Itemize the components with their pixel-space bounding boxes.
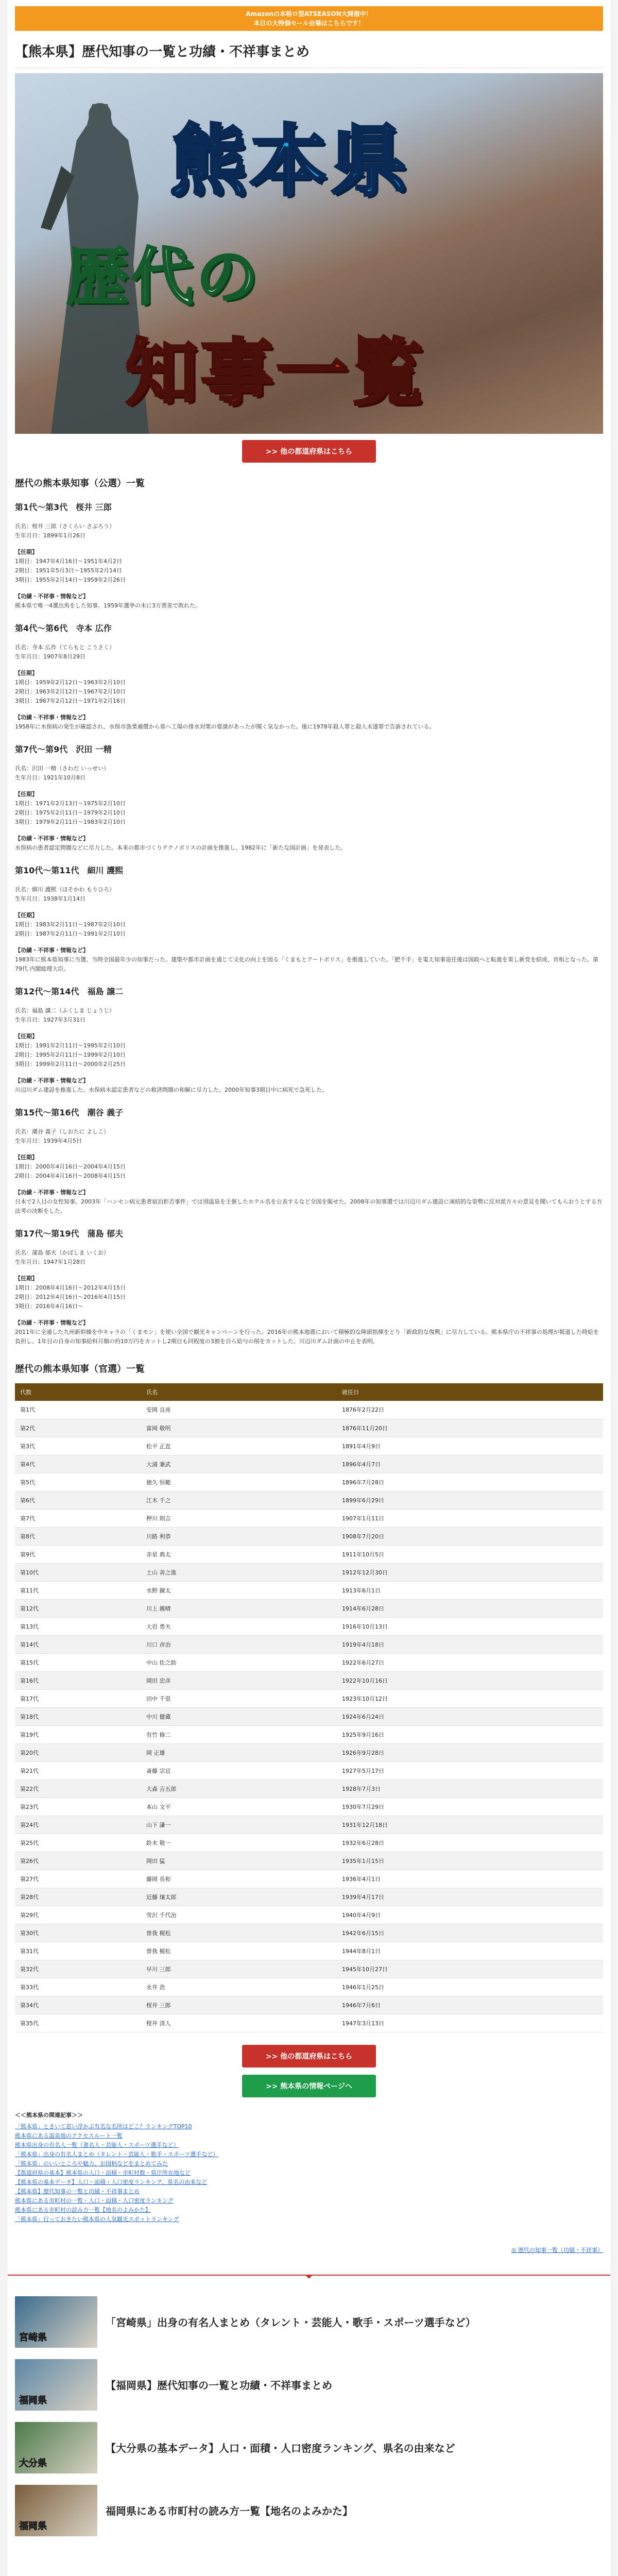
recommended-card[interactable] — [15, 2485, 603, 2536]
related-link[interactable]: 「熊本県」ときいて思い浮かぶ有名な名所はどこ？ランキングTOP10 — [15, 2123, 192, 2130]
related-link[interactable]: 熊本県にある市町村の読み方一覧【地名のよみかた】 — [15, 2206, 151, 2213]
cell-date: 1942年6月15日 — [337, 1924, 603, 1942]
table-row — [15, 1563, 603, 1581]
cell-date: 1931年12月18日 — [337, 1816, 603, 1834]
cell-name: 永井 浩 — [141, 1978, 337, 1996]
notes-label: 【功績・不祥事・情報など】 — [15, 835, 89, 842]
cell-term: 第32代 — [15, 1960, 141, 1978]
governor-notes: 1958年に水俣病の発生が確認され、水俣市漁業補償から県へ工場の排水対策の要請があったが聞く気なかった。後に1978年殺人罪と殺人未遂罪で告訴されている。 — [15, 723, 435, 730]
table-row — [15, 1780, 603, 1798]
governor-birth: 生年月日：1907年8月29日 — [15, 653, 85, 660]
table-row — [15, 1725, 603, 1743]
term-line: 2期目：1975年2月11日〜1979年2月10日 — [15, 809, 126, 816]
governor-heading: 第17代〜第19代 蒲島 郁夫 — [15, 1229, 124, 1239]
cell-name: 川上 親晴 — [141, 1599, 337, 1617]
cell-name: 富岡 敬明 — [141, 1419, 337, 1437]
cell-date: 1916年10月13日 — [337, 1617, 603, 1635]
table-row — [15, 1707, 603, 1725]
cell-name: 有竹 修二 — [141, 1725, 337, 1743]
table-row — [15, 1960, 603, 1978]
cell-date: 1912年12月30日 — [337, 1563, 603, 1581]
related-link[interactable]: 熊本県にある温泉地のアクセスルート一覧 — [15, 2132, 123, 2139]
table-row — [15, 1473, 603, 1491]
cell-name: 本山 文平 — [141, 1798, 337, 1816]
back-to-list-link[interactable]: ◎ 歴代の知事一覧（功績・不祥事） — [511, 2246, 603, 2253]
term-line: 2期目：2004年4月16日〜2008年4月15日 — [15, 1173, 126, 1179]
hero-word-governor-list: 知事一覧 — [126, 331, 427, 415]
table-row — [15, 1942, 603, 1960]
cell-name: 曽我 梶松 — [141, 1924, 337, 1942]
cell-term: 第22代 — [15, 1780, 141, 1798]
table-row — [15, 1689, 603, 1707]
cell-date: 1946年1月25日 — [337, 1978, 603, 1996]
governor-notes: 日本で2人目の女性知事。2003年「ハンセン病元患者宿泊拒否事件」では別温泉を主催したホテル名を公表するなど全国を賑せた。2008年の知事選では川辺川ダム建設に凍結的な姿勢に反対派方々の意見を聞いてもらおうとする方法考の決断をした。 — [15, 1198, 603, 1214]
term-line: 1期目：1947年4月16日〜1951年4月2日 — [15, 558, 122, 565]
table-row — [15, 2014, 603, 2032]
cell-term: 第3代 — [15, 1437, 141, 1455]
term-line: 3期目：1955年2月14日〜1959年2月26日 — [15, 577, 126, 583]
governor-heading: 第4代〜第6代 寺本 広作 — [15, 623, 112, 633]
term-line: 1期目：2000年4月16日〜2004年4月15日 — [15, 1163, 126, 1170]
cell-name: 曽我 梶松 — [141, 1942, 337, 1960]
cell-name: 中川 健蔵 — [141, 1707, 337, 1725]
governor-heading: 第10代〜第11代 細川 護熙 — [15, 866, 124, 875]
governor-name: 氏名：細川 護熙（ほそかわ もりひろ） — [15, 886, 115, 893]
cell-date: 1907年1月11日 — [337, 1509, 603, 1527]
cell-date: 1891年4月9日 — [337, 1437, 603, 1455]
cell-name: 雪沢 千代治 — [141, 1906, 337, 1924]
section-heading-appointed: 歴代の熊本県知事（官選）一覧 — [15, 1364, 145, 1375]
cell-term: 第9代 — [15, 1545, 141, 1563]
term-line: 3期目：1999年2月11日〜2000年2月25日 — [15, 1061, 126, 1067]
cell-name: 安岡 良亮 — [141, 1401, 337, 1419]
governor-entry — [15, 985, 603, 1095]
cell-name: 桜井 清人 — [141, 2014, 337, 2032]
cell-date: 1911年10月5日 — [337, 1545, 603, 1563]
card-title[interactable]: 福岡県にある市町村の読み方一覧【地名のよみかた】 — [106, 2505, 353, 2517]
cell-name: 山下 謙一 — [141, 1816, 337, 1834]
cell-term: 第29代 — [15, 1906, 141, 1924]
term-line: 2期目：1987年2月11日〜1991年2月10日 — [15, 930, 126, 937]
table-row — [15, 1996, 603, 2014]
term-line: 1期目：1983年2月11日〜1987年2月10日 — [15, 921, 126, 928]
cell-term: 第18代 — [15, 1707, 141, 1725]
term-label: 【任期】 — [15, 670, 38, 676]
table-row — [15, 1437, 603, 1455]
governor-heading: 第12代〜第14代 福島 譲二 — [15, 987, 124, 996]
card-title[interactable]: 「宮崎県」出身の有名人まとめ（タレント・芸能人・歌手・スポーツ選手など） — [106, 2316, 476, 2329]
notes-label: 【功績・不祥事・情報など】 — [15, 1319, 89, 1326]
cell-term: 第11代 — [15, 1581, 141, 1599]
related-link[interactable]: 「熊本県」行っておきたい熊本県の人気観光スポットランキング — [15, 2215, 179, 2223]
governor-birth: 生年月日：1938年1月14日 — [15, 895, 85, 902]
cell-date: 1946年7月6日 — [337, 1996, 603, 2014]
cell-name: 早川 三郎 — [141, 1960, 337, 1978]
governor-notes: 川辺川ダム建設を推進した。水俣病未認定患者などの救済問題の和解に尽力した。2000年知事3期目中に病死で急死した。 — [15, 1087, 328, 1093]
card-thumbnail-label: 福岡県 — [19, 2395, 47, 2406]
table-row — [15, 1798, 603, 1816]
governor-birth: 生年月日：1947年1月28日 — [15, 1259, 85, 1265]
card-title[interactable]: 【福岡県】歴代知事の一覧と功績・不祥事まとめ — [106, 2379, 332, 2392]
card-thumbnail[interactable] — [15, 2296, 97, 2348]
cell-term: 第19代 — [15, 1725, 141, 1743]
table-row — [15, 1816, 603, 1834]
cell-term: 第20代 — [15, 1743, 141, 1761]
related-link[interactable]: 「熊本県」のいいところや魅力、お国柄などをまとめてみた — [15, 2160, 168, 2167]
cell-term: 第35代 — [15, 2014, 141, 2032]
related-link[interactable]: 熊本県にある市町村の一覧・人口・面積・人口密度ランキング — [15, 2197, 174, 2204]
recommended-cards — [15, 2296, 603, 2536]
governor-birth: 生年月日：1927年3月31日 — [15, 1016, 85, 1023]
related-link[interactable]: 【熊本県の基本データ】人口・面積・人口密度ランキング、県名の由来など — [15, 2178, 208, 2185]
cell-name: 岡 正雄 — [141, 1743, 337, 1761]
table-header-row — [15, 1383, 603, 1401]
governor-heading: 第15代〜第16代 潮谷 義子 — [15, 1108, 124, 1117]
notes-label: 【功績・不祥事・情報など】 — [15, 947, 89, 954]
promo-line-2: 本日の大特価セール会場はこちらです！ — [253, 20, 365, 27]
cell-name: 川口 彦治 — [141, 1635, 337, 1653]
notes-label: 【功績・不祥事・情報など】 — [15, 1189, 89, 1196]
page-title: 【熊本県】歴代知事の一覧と功績・不祥事まとめ — [15, 38, 603, 68]
term-line: 1期目：2008年4月16日〜2012年4月15日 — [15, 1284, 126, 1291]
table-row — [15, 1761, 603, 1780]
recommended-card[interactable] — [15, 2422, 603, 2473]
cell-term: 第13代 — [15, 1617, 141, 1635]
cell-date: 1944年8月1日 — [337, 1942, 603, 1960]
cell-name: 藤岡 長和 — [141, 1870, 337, 1888]
cell-name: 江木 千之 — [141, 1491, 337, 1509]
related-heading: ＜＜熊本県の関連記事＞＞ — [15, 2111, 83, 2119]
cell-date: 1939年4月17日 — [337, 1888, 603, 1906]
table-row — [15, 1834, 603, 1852]
cell-name: 川路 利恭 — [141, 1527, 337, 1545]
table-row — [15, 1924, 603, 1942]
term-label: 【任期】 — [15, 1154, 38, 1161]
cell-date: 1876年2月22日 — [337, 1401, 603, 1419]
card-thumbnail[interactable] — [15, 2359, 97, 2411]
cell-term: 第31代 — [15, 1942, 141, 1960]
governor-name: 氏名：潮谷 義子（しおたに よしこ） — [15, 1128, 109, 1135]
cell-name: 岡田 猛 — [141, 1852, 337, 1870]
cell-date: 1935年1月15日 — [337, 1852, 603, 1870]
cell-name: 松平 正直 — [141, 1437, 337, 1455]
table-row — [15, 1527, 603, 1545]
table-row — [15, 1743, 603, 1761]
cell-date: 1922年10月16日 — [337, 1671, 603, 1689]
cell-term: 第16代 — [15, 1671, 141, 1689]
table-row — [15, 1852, 603, 1870]
governor-heading: 第1代〜第3代 桜井 三郎 — [15, 502, 112, 512]
cell-date: 1908年7月20日 — [337, 1527, 603, 1545]
cell-name: 徳久 恒範 — [141, 1473, 337, 1491]
cell-name: 大森 吉五郎 — [141, 1780, 337, 1798]
appointed-governors-table — [15, 1383, 603, 2032]
recommended-card[interactable] — [15, 2296, 603, 2348]
cell-term: 第12代 — [15, 1599, 141, 1617]
term-line: 2期目：1995年2月11日〜1999年2月10日 — [15, 1052, 126, 1058]
governor-notes: 熊本県で唯一4選出馬をした知事。1959年選挙の末に3万票差で敗れた。 — [15, 602, 201, 609]
governor-heading: 第7代〜第9代 沢田 一精 — [15, 744, 112, 754]
governor-name: 氏名：沢田 一精（さわだ いっせい） — [15, 765, 109, 772]
table-row — [15, 1581, 603, 1599]
cell-term: 第5代 — [15, 1473, 141, 1491]
section-divider — [8, 2275, 610, 2276]
governor-entry — [15, 501, 603, 611]
term-line: 2期目：1951年5月3日〜1955年2月14日 — [15, 567, 122, 574]
card-thumbnail-label: 福岡県 — [19, 2520, 47, 2532]
notes-label: 【功績・不祥事・情報など】 — [15, 593, 89, 600]
cell-date: 1896年4月7日 — [337, 1455, 603, 1473]
cell-term: 第4代 — [15, 1455, 141, 1473]
cell-term: 第15代 — [15, 1653, 141, 1671]
cell-name: 斎藤 宗宜 — [141, 1761, 337, 1780]
table-row — [15, 1419, 603, 1437]
cell-date: 1876年11月20日 — [337, 1419, 603, 1437]
related-articles — [15, 2111, 603, 2224]
related-link[interactable]: 【熊本県】歴代知事の一覧と功績・不祥事まとめ — [15, 2188, 140, 2195]
cell-term: 第34代 — [15, 1996, 141, 2014]
cell-date: 1896年7月28日 — [337, 1473, 603, 1491]
cell-date: 1940年4月9日 — [337, 1906, 603, 1924]
table-row — [15, 1599, 603, 1617]
governor-name: 氏名：蒲島 郁夫（かばしま いくお） — [15, 1249, 109, 1256]
notes-label: 【功績・不祥事・情報など】 — [15, 1077, 89, 1084]
hero-image — [15, 73, 603, 434]
governor-entry — [15, 864, 603, 974]
cell-name: 田中 千里 — [141, 1689, 337, 1707]
term-line: 2期目：2012年4月16日〜2016年4月15日 — [15, 1294, 126, 1300]
page-container — [8, 0, 610, 2576]
cell-date: 1924年6月24日 — [337, 1707, 603, 1725]
table-row — [15, 1617, 603, 1635]
table-row — [15, 1635, 603, 1653]
cell-date: 1927年5月17日 — [337, 1761, 603, 1780]
table-row — [15, 1870, 603, 1888]
other-prefectures-button[interactable]: >> 他の都道府県はこちら — [242, 440, 376, 463]
cell-term: 第2代 — [15, 1419, 141, 1437]
cell-date: 1923年10月12日 — [337, 1689, 603, 1707]
related-link[interactable]: 「熊本県」出身の有名人まとめ（タレント・芸能人・歌手・スポーツ選手など） — [15, 2150, 219, 2158]
governor-notes: 水俣病の患者認定問題などに尽力した。本来の都市づくりテクノポリスの計画を推進し、1982年に「新たな国計画」を発表した。 — [15, 844, 347, 851]
table-row — [15, 1888, 603, 1906]
term-label: 【任期】 — [15, 791, 38, 798]
cell-term: 第25代 — [15, 1834, 141, 1852]
cell-name: 押川 則吉 — [141, 1509, 337, 1527]
table-row — [15, 1401, 603, 1419]
cell-date: 1926年9月28日 — [337, 1743, 603, 1761]
cell-name: 岡田 忠彦 — [141, 1671, 337, 1689]
card-thumbnail-label: 宮崎県 — [19, 2332, 47, 2343]
column-header-date: 就任日 — [337, 1383, 603, 1401]
cell-date: 1945年10月27日 — [337, 1960, 603, 1978]
cell-date: 1914年6月28日 — [337, 1599, 603, 1617]
term-label: 【任期】 — [15, 912, 38, 919]
cell-term: 第26代 — [15, 1852, 141, 1870]
cell-name: 近藤 壌太郎 — [141, 1888, 337, 1906]
column-header-term: 代数 — [15, 1383, 141, 1401]
cell-date: 1919年4月18日 — [337, 1635, 603, 1653]
related-links — [15, 2122, 603, 2224]
hero-word-successive: 歴代の — [66, 241, 261, 313]
cell-date: 1932年6月28日 — [337, 1834, 603, 1852]
cell-name: 桜井 三郎 — [141, 1996, 337, 2014]
other-prefectures-button-bottom[interactable]: >> 他の都道府県はこちら — [242, 2045, 376, 2067]
cell-term: 第28代 — [15, 1888, 141, 1906]
governor-notes: 2011年に全通した九州新幹線を中キャラの「くまモン」を使い全国で観光キャンペーンを行った。2016年の熊本地震において積極的な陣頭指揮をとり「新政的な復興」に尽力している。熊本県庁の不祥事の処理が報道した時給を負担し、1年目の自身の知事給料月額の約10万円をカットし2期目も同程度の3割を自ら給与の削をカットした。川辺川ダム計画の中止を表明。 — [15, 1329, 599, 1345]
table-row — [15, 1455, 603, 1473]
table-row — [15, 1653, 603, 1671]
cell-date: 1930年7月29日 — [337, 1798, 603, 1816]
cell-term: 第23代 — [15, 1798, 141, 1816]
term-label: 【任期】 — [15, 549, 38, 555]
cell-term: 第10代 — [15, 1563, 141, 1581]
cell-date: 1947年3月13日 — [337, 2014, 603, 2032]
term-label: 【任期】 — [15, 1275, 38, 1282]
cell-term: 第21代 — [15, 1761, 141, 1780]
table-row — [15, 1671, 603, 1689]
governor-name: 氏名：桜井 三郎（さくらい さぶろう） — [15, 523, 115, 530]
cell-date: 1913年6月1日 — [337, 1581, 603, 1599]
term-line: 1期目：1991年2月11日〜1995年2月10日 — [15, 1042, 126, 1049]
cell-term: 第17代 — [15, 1689, 141, 1707]
notes-label: 【功績・不祥事・情報など】 — [15, 714, 89, 721]
table-row — [15, 1509, 603, 1527]
cell-term: 第27代 — [15, 1870, 141, 1888]
recommended-card[interactable] — [15, 2359, 603, 2411]
cell-name: 大浦 兼武 — [141, 1455, 337, 1473]
table-row — [15, 1545, 603, 1563]
card-thumbnail[interactable] — [15, 2422, 97, 2473]
term-line: 3期目：1967年2月12日〜1971年2月16日 — [15, 698, 126, 704]
governor-birth: 生年月日：1939年4月5日 — [15, 1138, 82, 1144]
cell-date: 1925年9月16日 — [337, 1725, 603, 1743]
column-header-name: 氏名 — [141, 1383, 337, 1401]
governor-notes: 1983年に熊本県知事に当選、当時全国最年少の知事だった。建築や都市計画を通じて文化の向上を図る「くまもとアートポリス」を推進していた。「肥千手」を電え知事退任後は国政へと転進を果し新党を結成、首相となった。第79代 内閣総理大臣。 — [15, 956, 598, 972]
cell-term: 第6代 — [15, 1491, 141, 1509]
table-row — [15, 1906, 603, 1924]
promo-line-1: Amazonの本格ロ型ATSEASON大開催中！ — [246, 10, 372, 18]
governor-name: 氏名：福島 譲二（ふくしま じょうじ） — [15, 1007, 115, 1014]
related-link[interactable]: 熊本県出身の有名人一覧（著名人・芸能人・スポーツ選手など） — [15, 2141, 179, 2148]
cell-name: 大岩 勇夫 — [141, 1617, 337, 1635]
cell-name: 鈴木 敬一 — [141, 1834, 337, 1852]
cell-term: 第33代 — [15, 1978, 141, 1996]
cell-name: 水野 錬太 — [141, 1581, 337, 1599]
cell-date: 1936年4月1日 — [337, 1870, 603, 1888]
governor-entry — [15, 1106, 603, 1216]
card-title[interactable]: 【大分県の基本データ】人口・面積・人口密度ランキング、県名の由来など — [106, 2442, 455, 2454]
table-body — [15, 1401, 603, 2032]
term-line: 3期目：1979年2月11日〜1983年2月10日 — [15, 819, 126, 825]
cell-name: 中山 佐之助 — [141, 1653, 337, 1671]
related-link[interactable]: 【都道府県の基本】熊本県の人口・面積・市町村数・県庁所在地など — [15, 2169, 191, 2176]
card-thumbnail[interactable] — [15, 2485, 97, 2536]
term-line: 3期目：2016年4月16日〜 — [15, 1303, 83, 1310]
term-line: 2期目：1963年2月12日〜1967年2月10日 — [15, 688, 126, 695]
governor-birth: 生年月日：1899年1月26日 — [15, 532, 85, 539]
table-row — [15, 1978, 603, 1996]
cell-term: 第7代 — [15, 1509, 141, 1527]
cell-term: 第1代 — [15, 1401, 141, 1419]
governor-entry — [15, 1227, 603, 1346]
promo-banner[interactable] — [15, 6, 603, 31]
governor-birth: 生年月日：1921年10月8日 — [15, 774, 85, 781]
cell-date: 1928年7月3日 — [337, 1780, 603, 1798]
cell-name: 土山 善之進 — [141, 1563, 337, 1581]
cell-date: 1922年6月27日 — [337, 1653, 603, 1671]
governor-entry — [15, 743, 603, 853]
table-row — [15, 1491, 603, 1509]
governor-name: 氏名：寺本 広作（てらもと こうさく） — [15, 644, 115, 651]
term-line: 1期目：1959年2月12日〜1963年2月10日 — [15, 679, 126, 686]
cell-term: 第30代 — [15, 1924, 141, 1942]
cell-term: 第8代 — [15, 1527, 141, 1545]
card-thumbnail-label: 大分県 — [19, 2458, 47, 2469]
term-line: 1期目：1971年2月13日〜1975年2月10日 — [15, 800, 126, 807]
cell-term: 第24代 — [15, 1816, 141, 1834]
term-label: 【任期】 — [15, 1033, 38, 1040]
cell-name: 赤星 典太 — [141, 1545, 337, 1563]
hero-word-prefecture: 熊本県 — [169, 116, 411, 207]
governor-entry — [15, 622, 603, 732]
kumamoto-page-button[interactable]: >> 熊本県の情報ページへ — [242, 2075, 376, 2097]
section-heading-elected: 歴代の熊本県知事（公選）一覧 — [15, 478, 145, 489]
governor-list — [15, 501, 603, 1346]
cell-date: 1899年6月29日 — [337, 1491, 603, 1509]
cell-term: 第14代 — [15, 1635, 141, 1653]
